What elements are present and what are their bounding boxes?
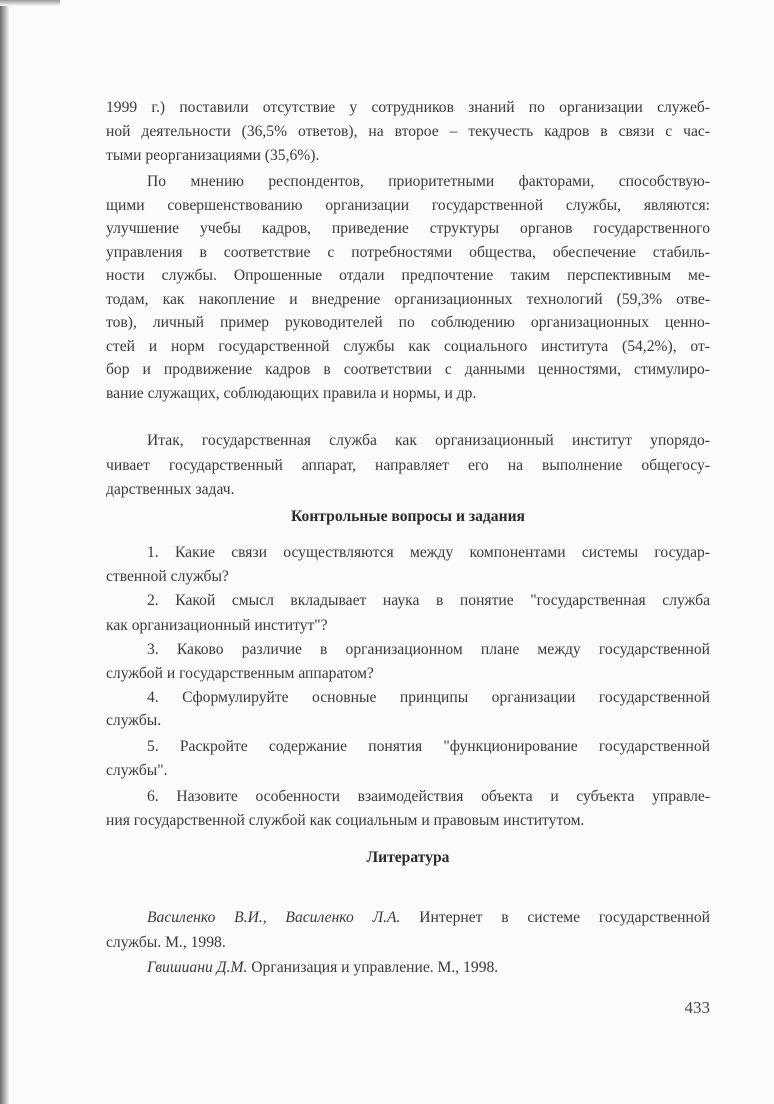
text-line: 1999 г.) поставили отсутствие у сотрудников знаний по организации служеб- — [106, 99, 710, 116]
page-number: 433 — [684, 998, 710, 1017]
text-line: стей и норм государственной службы как социального института (54,2%), от- — [106, 338, 710, 355]
text-line: бор и продвижение кадров в соответствии с данными ценностями, стимулиро- — [106, 361, 710, 378]
question-line: 3. Каково различие в организационном плане между государственной — [147, 641, 710, 658]
question-line: 2. Какой смысл вкладывает наука в понятие "государственная служба — [147, 592, 710, 609]
text-line: По мнению респондентов, приоритетными факторами, способствую- — [147, 173, 710, 190]
text-line: Итак, государственная служба как организационный институт упорядо- — [147, 432, 710, 449]
text-line: вание служащих, соблюдающих правила и нормы, и др. — [106, 385, 477, 402]
text-line: управления в соответствие с потребностями общества, обеспечение стабиль- — [106, 244, 710, 261]
question-line: 5. Раскройте содержание понятия "функционирование государственной — [147, 738, 710, 755]
question-line: службы. — [106, 712, 162, 729]
question-line: ния государственной службой как социальным и правовым институтом. — [106, 812, 585, 829]
literature-entry — [147, 908, 710, 928]
literature-entry — [147, 958, 710, 978]
literature-author: Гвишиани Д.М. — [147, 959, 248, 976]
question-line: службы". — [106, 762, 168, 779]
text-line: тов), личный пример руководителей по соблюдению организационных ценно- — [106, 314, 710, 331]
text-line: улучшение учебы кадров, приведение структуры органов государственного — [106, 220, 710, 237]
text-line: ной деятельности (36,5% ответов), на второе – текучесть кадров в связи с час- — [106, 123, 710, 140]
text-line: щими совершенствованию организации государственной службы, являются: — [106, 197, 710, 214]
literature-entry-continued: службы. М., 1998. — [106, 934, 226, 951]
question-line: ственной службы? — [106, 568, 229, 585]
text-line: чивает государственный аппарат, направляет его на выполнение общегосу- — [106, 457, 710, 474]
scan-edge — [0, 0, 9, 1104]
text-line: ности службы. Опрошенные отдали предпочтение таким перспективным ме- — [106, 267, 710, 284]
text-line: дарственных задач. — [106, 481, 235, 498]
question-line: 4. Сформулируйте основные принципы организации государственной — [147, 689, 710, 706]
question-line: 1. Какие связи осуществляются между компонентами системы государ- — [147, 544, 710, 561]
question-line: службой и государственным аппаратом? — [106, 665, 374, 682]
text-line: тыми реорганизациями (35,6%). — [106, 147, 320, 164]
questions-heading: Контрольные вопросы и задания — [291, 508, 525, 525]
scan-edge-top — [0, 0, 60, 6]
literature-heading: Литература — [366, 849, 450, 866]
literature-author: Василенко В.И., Василенко Л.А. — [147, 909, 401, 926]
literature-title: Интернет в системе государственной — [400, 909, 710, 926]
question-line: 6. Назовите особенности взаимодействия объекта и субъекта управле- — [147, 788, 710, 805]
text-line: тодам, как накопление и внедрение организационных технологий (59,3% отве- — [106, 291, 710, 308]
literature-title: Организация и управление. М., 1998. — [247, 959, 499, 976]
question-line: как организационный институт"? — [106, 617, 328, 634]
